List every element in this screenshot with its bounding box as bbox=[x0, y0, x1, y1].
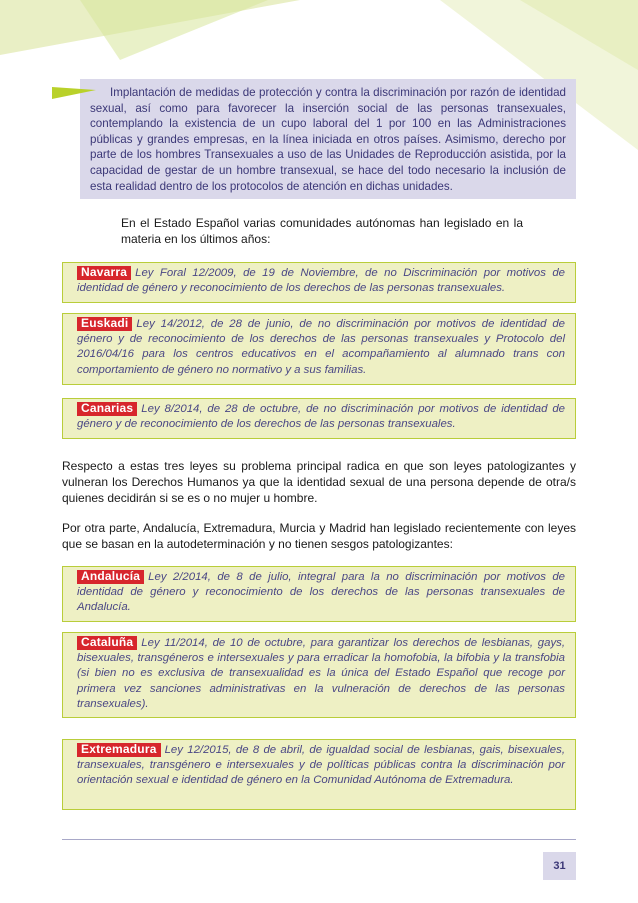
footer-divider bbox=[62, 839, 576, 840]
problem-paragraph: Respecto a estas tres leyes su problema principal radica en que son leyes patologizantes y vulneran los Derechos Humanos ya que la identidad sexual de una persona depende de otra/s quienes decidirán si se es o no mujer u hombre. bbox=[62, 459, 576, 505]
law-box-navarra bbox=[62, 262, 576, 303]
law-text-extremadura: Ley 12/2015, de 8 de abril, de igualdad social de lesbianas, gais, bisexuales, transexuales, transgénero e intersexuales y de políticas públicas contra la discriminación por orientación sexual e identidad de género en la Comunidad Autónoma de Extremadura. bbox=[77, 744, 565, 787]
law-box-euskadi bbox=[62, 313, 576, 385]
law-text-andalucia: Ley 2/2014, de 8 de julio, integral para la no discriminación por motivos de identidad de género y reconocimiento de los derechos de las personas transexuales de Andalucía. bbox=[77, 571, 565, 614]
region-tag-cataluna: Cataluña bbox=[77, 636, 137, 650]
arrow-pointer-icon bbox=[52, 86, 96, 100]
law-box-extremadura bbox=[62, 739, 576, 810]
region-tag-navarra: Navarra bbox=[77, 266, 131, 280]
law-text-navarra: Ley Foral 12/2009, de 19 de Noviembre, de no Discriminación por motivos de identidad de género y reconocimiento de los derechos de las personas transexuales. bbox=[77, 267, 565, 295]
region-tag-canarias: Canarias bbox=[77, 402, 137, 416]
region-tag-extremadura: Extremadura bbox=[77, 743, 161, 757]
law-text-canarias: Ley 8/2014, de 28 de octubre, de no discriminación por motivos de identidad de género y de reconocimiento de los derechos de las personas transexuales. bbox=[77, 403, 565, 431]
law-text-euskadi: Ley 14/2012, de 28 de junio, de no discriminación por motivos de identidad de género y de reconocimiento de los derechos de las personas transexuales y Protocolo del 2016/04/16 para los centros educativos en el acompañamiento al alumnado trans con comportamiento de género no normativo y a sus familias. bbox=[77, 318, 565, 376]
state-intro-paragraph: En el Estado Español varias comunidades autónomas han legislado en la materia en los últimos años: bbox=[121, 216, 523, 246]
page-number: 31 bbox=[543, 852, 576, 880]
other-regions-paragraph: Por otra parte, Andalucía, Extremadura, Murcia y Madrid han legislado recientemente con leyes que se basan en la autodeterminación y no tienen sesgos patologizantes: bbox=[62, 521, 576, 551]
law-box-andalucia bbox=[62, 566, 576, 622]
region-tag-andalucia: Andalucía bbox=[77, 570, 144, 584]
law-box-canarias bbox=[62, 398, 576, 439]
intro-measure-text: Implantación de medidas de protección y contra la discriminación por razón de identidad sexual, así como para favorecer la inserción social de las personas transexuales, contemplando la existencia de un cupo laboral del 1 por 100 en las Administraciones públicas y grandes empresas, en la línea iniciada en otros países. Asimismo, derecho por parte de los hombres Transexuales a uso de las Unidades de Reproducción asistida, por la capacidad de gestar de un hombre transexual, se hace del todo necesario la inclusión de esta realidad dentro de los protocolos de atención en dichas unidades. bbox=[90, 86, 566, 193]
region-tag-euskadi: Euskadi bbox=[77, 317, 132, 331]
law-text-cataluna: Ley 11/2014, de 10 de octubre, para garantizar los derechos de lesbianas, gays, bisexuales, transgéneros e intersexuales y para erradicar la homofobia, la bifobia y la transfobia (si bien no es exclusiva de transexualidad es la única del Estado Español que recoge por primera vez sanciones administrativas en la vulneración de derechos de las personas transexuales). bbox=[77, 637, 565, 710]
intro-measure-box bbox=[80, 79, 576, 199]
law-box-cataluna bbox=[62, 632, 576, 718]
